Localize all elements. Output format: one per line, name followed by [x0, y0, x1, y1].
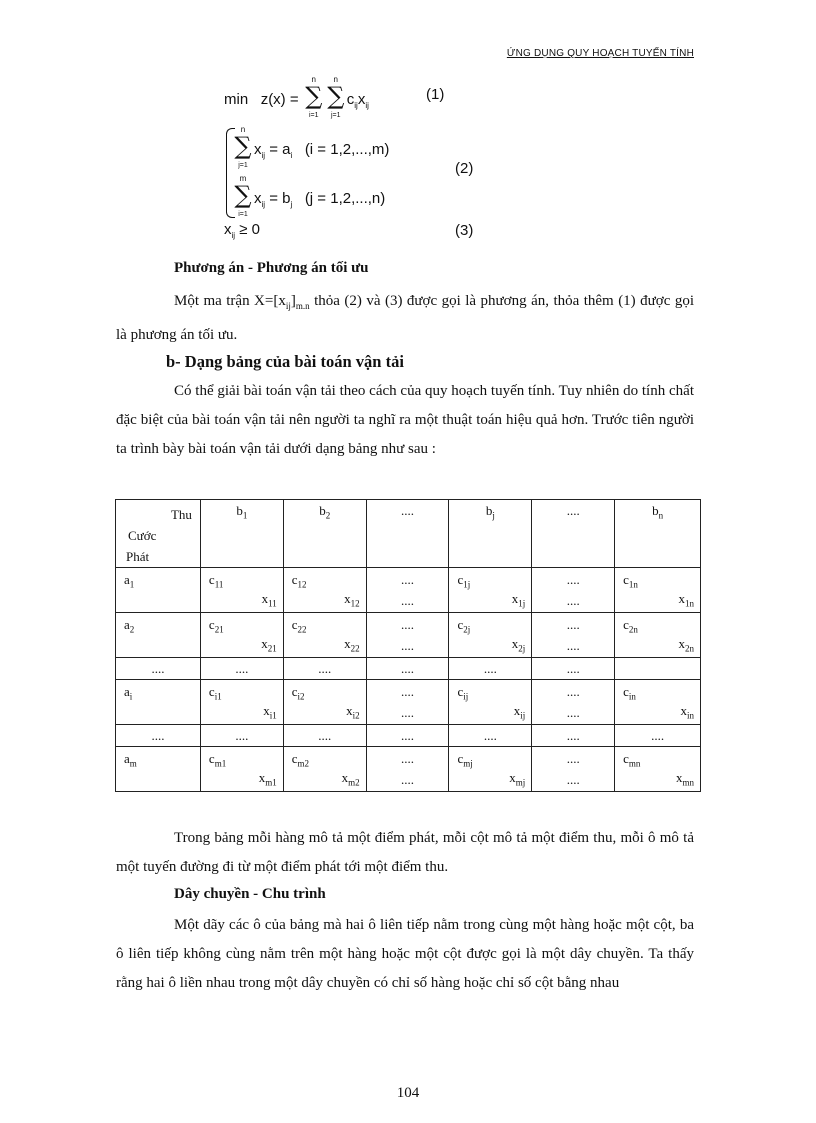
cost-value: $c_{22}$ — [291, 617, 307, 635]
ellipsis-cell: .... — [366, 725, 449, 747]
ellipsis-cell: .... — [283, 658, 366, 680]
cost-value: $c_{mn}$ — [623, 751, 641, 769]
cost-value: $c_{1n}$ — [623, 572, 638, 590]
ellipsis-cell: .... — [615, 725, 701, 747]
cost-value: $c_{2n}$ — [623, 617, 638, 635]
cost-cell-22 — [283, 613, 366, 658]
ellipsis-cell: .... — [449, 725, 532, 747]
section-heading-feasible: Phương án - Phương án tối ưu — [174, 260, 369, 276]
ellipsis-cell: .... .... — [532, 613, 615, 658]
ellipsis-cell: .... — [200, 725, 283, 747]
shipment-value: $x_{i2}$ — [346, 703, 360, 721]
cost-value: $c_{2j}$ — [457, 617, 471, 635]
shipment-value: $x_{ij}$ — [513, 703, 526, 721]
ellipsis-cell: .... — [366, 658, 449, 680]
cost-cell-1j — [449, 568, 532, 613]
cost-value: $c_{12}$ — [291, 572, 307, 590]
cost-value: $c_{m1}$ — [208, 751, 227, 769]
cost-cell-12 — [283, 568, 366, 613]
row-label-1: $a_1$ — [116, 568, 201, 613]
corner-label-cuoc: Cước — [128, 528, 157, 543]
constraint-demand: m ∑ i=1 $x_{ij} = b_j$ (j = 1,2,...,n) — [232, 183, 385, 207]
paragraph-feasible-definition: Một ma trận $X=[x_{ij}]_{m.n}$ thỏa (2) và (3) được gọi là phương án, thỏa thêm (1) được gọi là phương án tối ưu. — [116, 293, 695, 343]
shipment-value: $x_{2j}$ — [511, 636, 526, 654]
table-row — [116, 747, 701, 792]
table-row-ellipsis — [116, 658, 701, 680]
table-header-row — [116, 500, 701, 568]
cost-value: $c_{in}$ — [623, 684, 636, 702]
cost-cell-mn — [615, 747, 701, 792]
cost-cell-i1 — [200, 680, 283, 725]
column-header-3: .... — [366, 500, 449, 568]
ellipsis-cell: .... — [116, 725, 201, 747]
column-header-5: .... — [532, 500, 615, 568]
cost-value: $c_{i2}$ — [291, 684, 305, 702]
cost-value: $c_{11}$ — [208, 572, 224, 590]
shipment-value: $x_{mj}$ — [509, 770, 526, 788]
cost-cell-ij — [449, 680, 532, 725]
sum-symbol: n ∑ j=1 — [234, 125, 252, 169]
running-header: ỨNG DỤNG QUY HOẠCH TUYẾN TÍNH — [506, 48, 694, 59]
cost-cell-1n — [615, 568, 701, 613]
ellipsis-cell: .... .... — [532, 568, 615, 613]
shipment-value: $x_{1j}$ — [511, 591, 526, 609]
cost-value: $c_{21}$ — [208, 617, 224, 635]
cost-value: $c_{1j}$ — [457, 572, 471, 590]
corner-label-phat: Phát — [126, 549, 150, 564]
row-label-i: $a_i$ — [116, 680, 201, 725]
cost-value: $c_{i1}$ — [208, 684, 222, 702]
min-label: min — [224, 91, 249, 108]
constraint-supply: n ∑ j=1 $x_{ij} = a_i$ (i = 1,2,...,m) — [232, 134, 389, 158]
page-number: 104 — [396, 1085, 420, 1101]
ellipsis-cell: .... — [532, 658, 615, 680]
shipment-value: $x_{m2}$ — [341, 770, 360, 788]
table-row — [116, 613, 701, 658]
paragraph-table-intro: Có thể giải bài toán vận tải theo cách của quy hoạch tuyến tính. Tuy nhiên do tính chất đặc biệt của bài toán vận tải nên người ta nghĩ ra một thuật toán hiệu quả hơn. Trước tiên người ta trình bày bài toán vận tải dưới dạng bảng như sau : — [116, 383, 694, 457]
cost-cell-m2 — [283, 747, 366, 792]
equation-number-1: (1) — [426, 86, 445, 103]
equation-number-3: (3) — [455, 222, 474, 239]
ellipsis-cell: .... — [116, 658, 201, 680]
cost-cell-2n — [615, 613, 701, 658]
ellipsis-cell: .... — [200, 658, 283, 680]
column-header-2: $b_2$ — [283, 500, 366, 568]
ellipsis-cell: .... .... — [366, 613, 449, 658]
shipment-value: $x_{11}$ — [261, 591, 277, 609]
transport-table — [115, 499, 701, 792]
shipment-value: $x_{21}$ — [261, 636, 277, 654]
shipment-value: $x_{i1}$ — [263, 703, 277, 721]
nonneg-formula: $x_{ij} \ge 0$ — [224, 221, 260, 240]
section-heading-table-form: b- Dạng bảng của bài toán vận tải — [166, 352, 404, 371]
cost-cell-in — [615, 680, 701, 725]
objective-lhs: z(x) = — [260, 91, 299, 108]
equation-number-2: (2) — [455, 160, 474, 177]
column-header-6: $b_n$ — [615, 500, 701, 568]
paragraph-chain-definition: Một dãy các ô của bảng mà hai ô liên tiếp nằm trong cùng một hàng hoặc một cột, ba ô liên tiếp không cùng nằm trên một hàng hoặc một cột được gọi là một dây chuyền. Ta thấy rằng hai ô liền nhau trong một dây chuyền có chỉ số hàng hoặc chỉ số cột bằng nhau — [116, 917, 694, 991]
cost-value: $c_{mj}$ — [457, 751, 473, 769]
shipment-value: $x_{in}$ — [680, 703, 694, 721]
table-row — [116, 568, 701, 613]
shipment-value: $x_{12}$ — [344, 591, 360, 609]
paragraph-table-explanation: Trong bảng mỗi hàng mô tả một điểm phát, mỗi cột mô tả một điểm thu, mỗi ô mô tả một tuyến đường đi từ một điểm phát tới một điểm thu. — [116, 830, 694, 875]
ellipsis-cell: .... — [532, 725, 615, 747]
shipment-value: $x_{22}$ — [344, 636, 360, 654]
ellipsis-cell: .... — [449, 658, 532, 680]
column-header-4: $b_j$ — [449, 500, 532, 568]
cost-value: $c_{ij}$ — [457, 684, 469, 702]
cost-cell-21 — [200, 613, 283, 658]
ellipsis-cell: .... .... — [532, 747, 615, 792]
cost-cell-m1 — [200, 747, 283, 792]
cost-value: $c_{m2}$ — [291, 751, 310, 769]
objective-formula: min z(x) = n ∑ i=1 n ∑ j=1 $c_{ij}x_{ij}$ — [224, 75, 369, 119]
ellipsis-cell — [615, 658, 701, 680]
ellipsis-cell: .... .... — [366, 680, 449, 725]
section-heading-chain-cycle: Dây chuyền - Chu trình — [174, 886, 326, 902]
shipment-value: $x_{2n}$ — [678, 636, 694, 654]
ellipsis-cell: .... .... — [366, 568, 449, 613]
shipment-value: $x_{1n}$ — [678, 591, 694, 609]
table-row-ellipsis — [116, 725, 701, 747]
column-header-1: $b_1$ — [200, 500, 283, 568]
sum-j-symbol: n ∑ j=1 — [327, 75, 345, 119]
table-row — [116, 680, 701, 725]
cost-cell-i2 — [283, 680, 366, 725]
shipment-value: $x_{mn}$ — [675, 770, 694, 788]
ellipsis-cell: .... .... — [532, 680, 615, 725]
table-corner-cell — [116, 500, 201, 568]
shipment-value: $x_{m1}$ — [258, 770, 277, 788]
row-label-2: $a_2$ — [116, 613, 201, 658]
ellipsis-cell: .... — [283, 725, 366, 747]
cost-cell-2j — [449, 613, 532, 658]
sum-symbol: m ∑ i=1 — [234, 174, 252, 218]
corner-label-thu: Thu — [170, 507, 192, 522]
cost-cell-11 — [200, 568, 283, 613]
cost-cell-mj — [449, 747, 532, 792]
ellipsis-cell: .... .... — [366, 747, 449, 792]
sum-i-symbol: n ∑ i=1 — [305, 75, 323, 119]
row-label-m: $a_m$ — [116, 747, 201, 792]
